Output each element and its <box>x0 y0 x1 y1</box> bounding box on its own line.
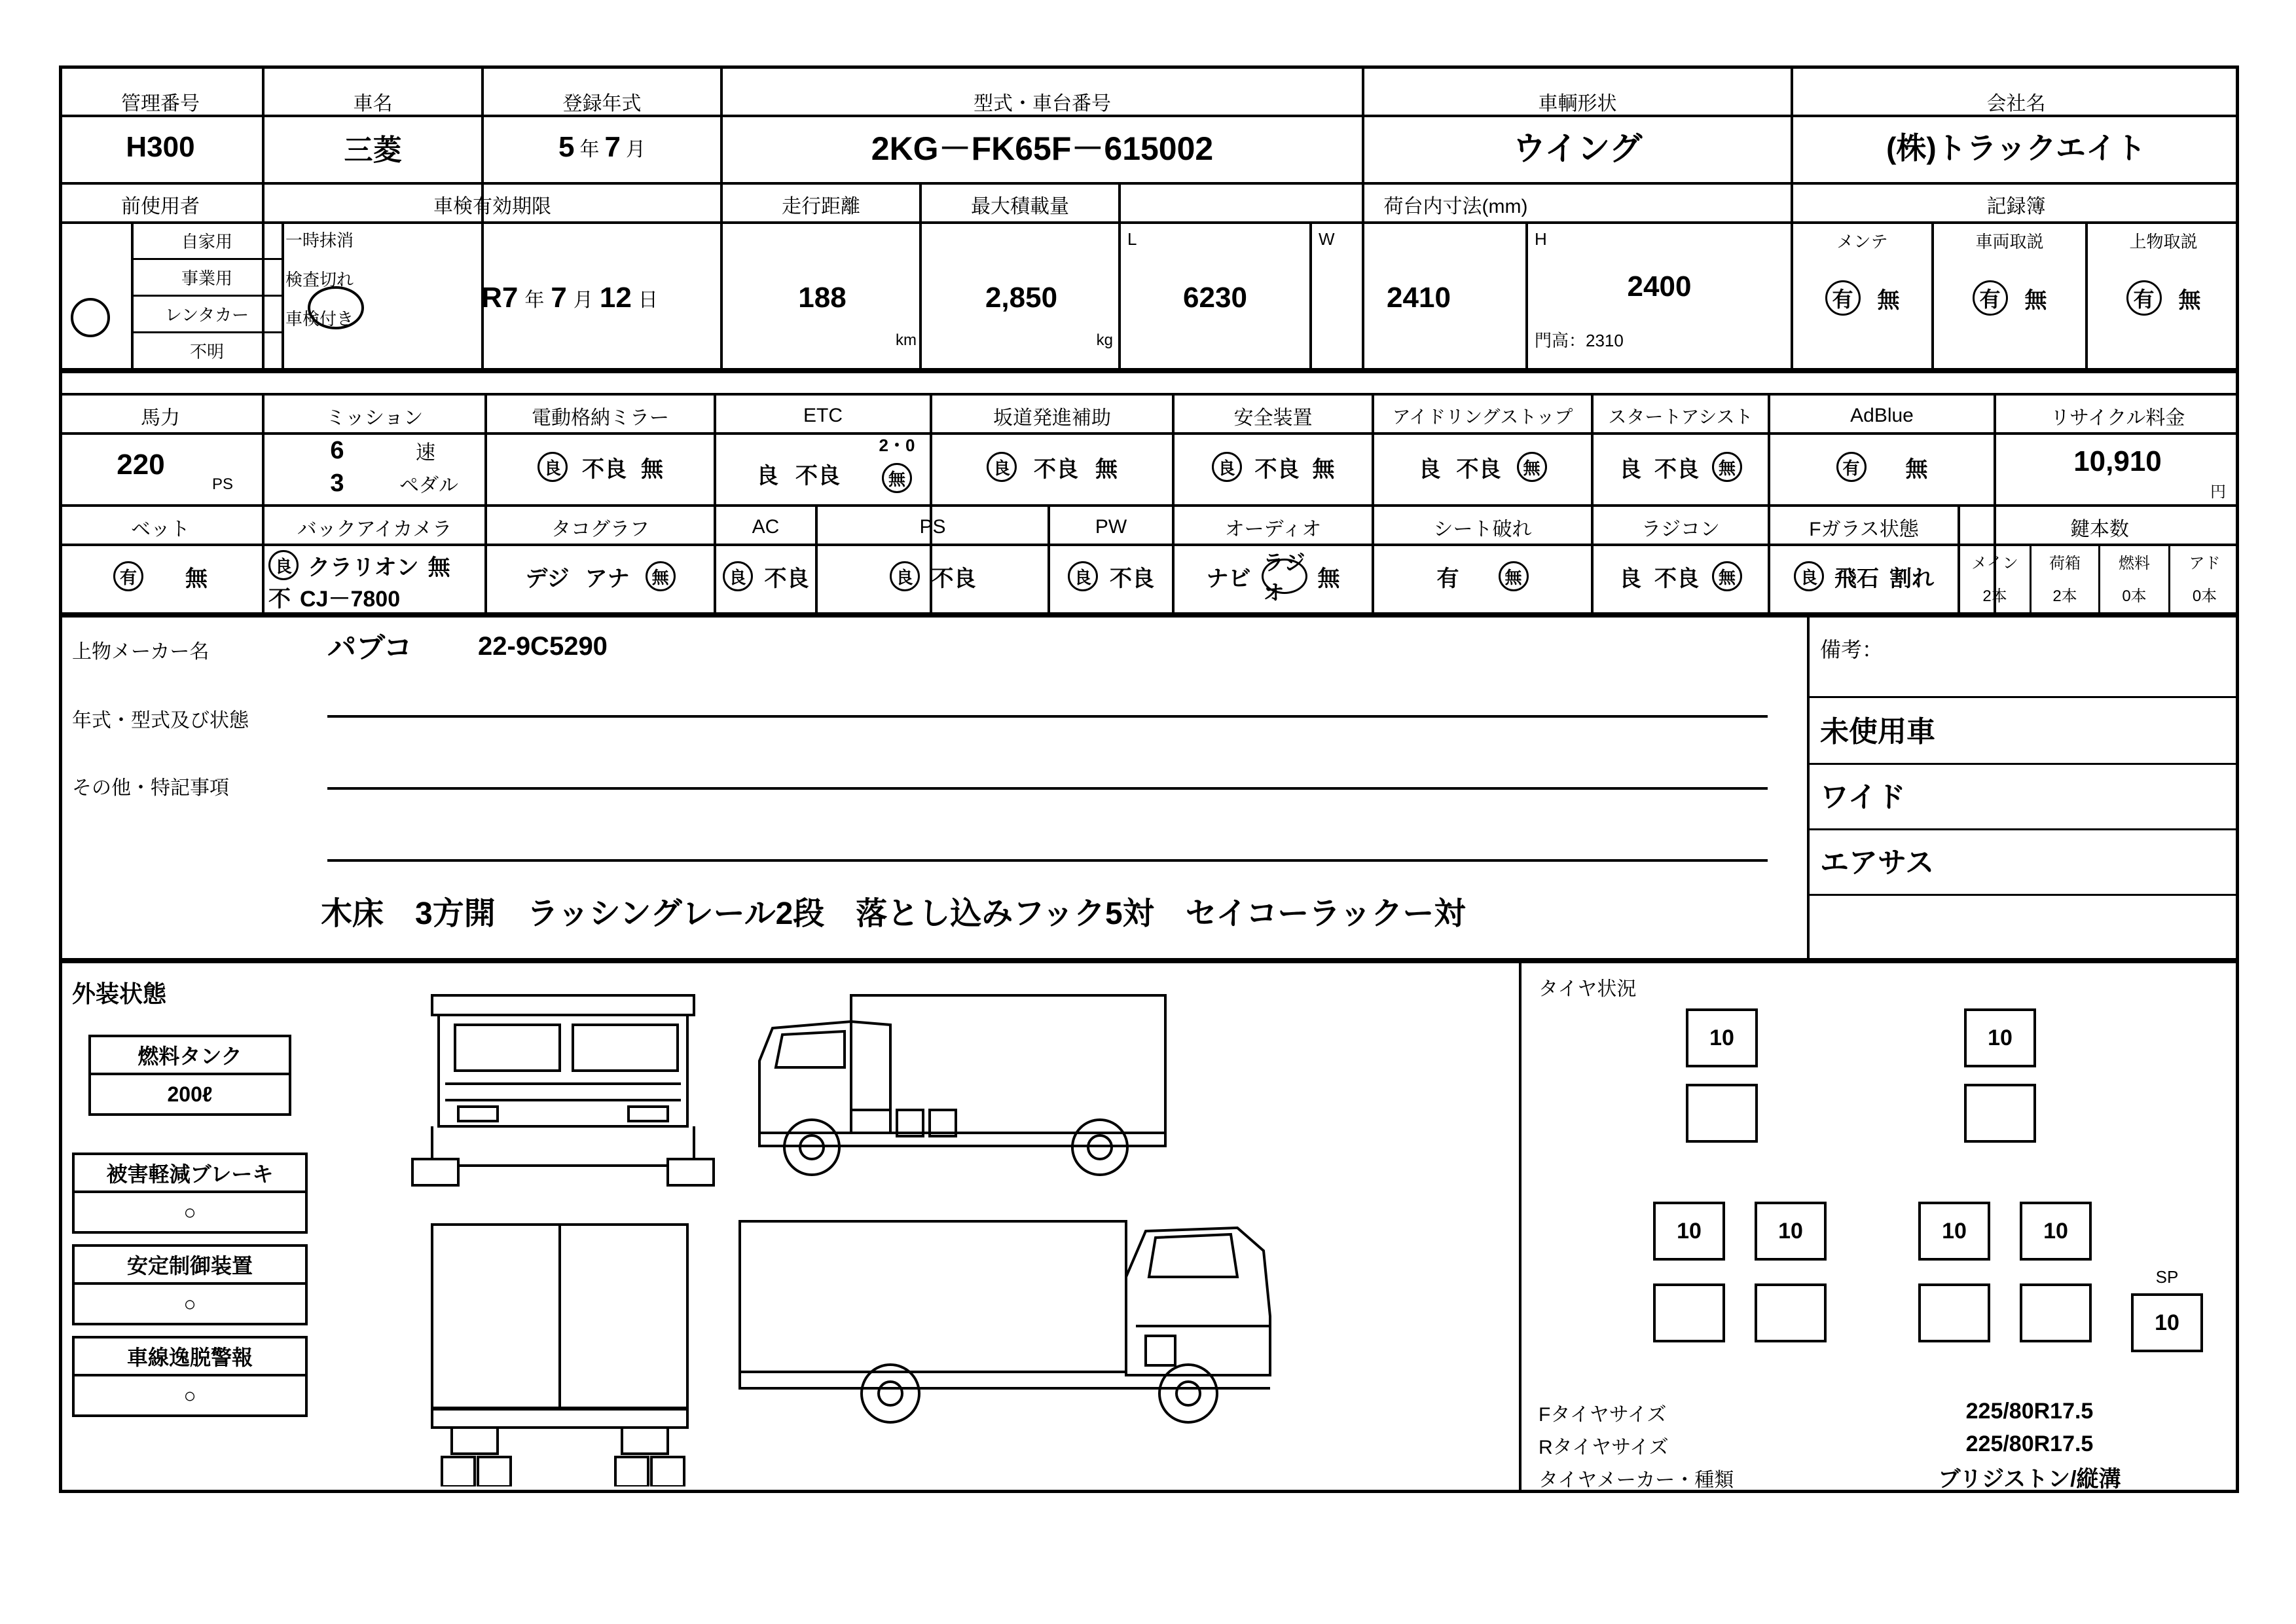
shaken-option-ichiji[interactable]: 一時抹消 <box>285 230 354 250</box>
exterior-value-lane-departure: ○ <box>72 1376 308 1417</box>
value-tire-maker: ブリジストン/縦溝 <box>1938 1466 2121 1492</box>
label-back-eye-camera: バックアイカメラ <box>297 519 452 540</box>
label-spare-tire: SP <box>2155 1266 2179 1287</box>
exterior-value-stability-control: ○ <box>72 1285 308 1325</box>
option-selected-good[interactable]: 良 <box>1212 452 1242 482</box>
label-audio: オーディオ <box>1224 519 1322 540</box>
label-horsepower: 馬力 <box>141 407 180 429</box>
value-mission-pedal: 3 <box>330 469 344 497</box>
prev-user-option-jigyoyo[interactable]: 事業用 <box>181 268 232 288</box>
option-none[interactable]: 無 <box>428 555 450 580</box>
option-bad[interactable]: 不良 <box>795 463 840 489</box>
value-gate-height: 門高：2310 <box>1535 330 1624 350</box>
prev-user-selected-marker <box>71 298 110 337</box>
option-selected-yes[interactable]: 有 <box>1973 280 2008 316</box>
etc-version-badge: 2・0 <box>879 435 915 455</box>
value-vehicle-shape: ウイング <box>1512 130 1643 167</box>
unit-horsepower: PS <box>211 475 233 493</box>
bed-height-label: H <box>1535 229 1547 249</box>
tachograph-options[interactable] <box>487 553 714 599</box>
registration-year-unit: 年 <box>579 139 600 160</box>
back-eye-camera-options-line2[interactable] <box>268 581 484 612</box>
label-tire-condition: タイヤ状況 <box>1539 978 1637 1000</box>
label-ps: PS <box>919 516 946 538</box>
divider <box>59 432 2239 435</box>
label-seat-tear: シート破れ <box>1433 519 1532 540</box>
divider <box>1519 963 1522 1493</box>
key-label-adblue: アド <box>2189 554 2221 572</box>
idling-stop-options[interactable] <box>1374 445 1591 489</box>
key-value-main: 2本 <box>1982 587 2007 605</box>
divider <box>59 393 2239 396</box>
value-mission-speed: 6 <box>330 436 344 464</box>
option-selected-good[interactable]: 良 <box>890 561 920 591</box>
remarks-item-2: ワイド <box>1820 781 1906 813</box>
option-analog[interactable]: アナ <box>585 566 630 591</box>
record-book-vehicle-manual-options[interactable] <box>1934 275 2085 321</box>
option-bad[interactable]: 不良 <box>764 566 809 591</box>
option-selected-yes[interactable]: 有 <box>2126 280 2162 316</box>
option-selected-good[interactable]: 良 <box>987 452 1017 482</box>
tire-front-right-outer[interactable]: 10 <box>1964 1008 2036 1067</box>
label-idling-stop: アイドリングストップ <box>1392 407 1573 427</box>
option-selected-yes[interactable]: 有 <box>1836 452 1867 482</box>
safety-device-options[interactable] <box>1175 445 1372 489</box>
header-kanri-no: 管理番号 <box>121 93 200 115</box>
option-bad[interactable]: 不良 <box>1654 456 1699 482</box>
divider <box>1810 894 2239 896</box>
shaken-month-unit: 月 <box>573 289 593 311</box>
key-value-fuel: 0本 <box>2122 587 2147 605</box>
option-selected-good[interactable]: 良 <box>538 452 568 482</box>
key-label-main: メイン <box>1971 554 2018 572</box>
value-max-load: 2,850 <box>985 282 1058 314</box>
record-book-label-mainte: メンテ <box>1836 231 1888 251</box>
key-label-fuel: 燃料 <box>2119 554 2150 572</box>
adblue-options[interactable] <box>1770 445 1994 489</box>
label-key-count: 鍵本数 <box>2070 519 2129 540</box>
option-no[interactable]: 無 <box>1905 456 1928 482</box>
option-selected-none[interactable]: 無 <box>882 463 912 493</box>
divider <box>919 221 922 368</box>
unit-mission-pedal: ペダル <box>399 475 458 496</box>
label-pw: PW <box>1095 516 1127 538</box>
front-glass-options[interactable] <box>1770 553 1958 599</box>
divider <box>1118 182 1121 221</box>
option-bad[interactable]: 不良 <box>1110 566 1154 591</box>
value-front-tire-size: 225/80R17.5 <box>1965 1398 2094 1424</box>
option-no[interactable]: 無 <box>185 566 208 591</box>
option-bad[interactable]: 不良 <box>582 456 627 482</box>
divider <box>1810 763 2239 765</box>
label-ac: AC <box>752 516 780 538</box>
label-body-maker: 上物メーカー名 <box>72 641 210 663</box>
divider <box>282 221 284 368</box>
exterior-label-collision-brake: 被害軽減ブレーキ <box>72 1153 308 1193</box>
tire-front-left-inner[interactable] <box>1686 1084 1758 1143</box>
option-good[interactable]: 良 <box>1619 456 1641 482</box>
option-stone-chip[interactable]: 飛石 <box>1834 566 1879 591</box>
divider-line-extra <box>327 858 1768 862</box>
bed-width-label: W <box>1319 229 1335 249</box>
prev-user-option-fumei[interactable]: 不明 <box>189 341 224 361</box>
label-recycle-fee: リサイクル料金 <box>2050 407 2185 429</box>
label-front-tire-size: Fタイヤサイズ <box>1539 1404 1667 1426</box>
shaken-option-tsuki[interactable]: 車検付き <box>285 308 354 329</box>
option-selected-yes[interactable]: 有 <box>1825 280 1861 316</box>
label-rear-tire-size: Rタイヤサイズ <box>1539 1437 1669 1458</box>
option-no[interactable]: 無 <box>2024 287 2047 313</box>
exterior-value-collision-brake: ○ <box>72 1193 308 1234</box>
registration-month: 7 <box>604 131 621 163</box>
option-good[interactable]: 良 <box>1418 456 1441 482</box>
prev-user-option-rentacar[interactable]: レンタカー <box>164 304 249 325</box>
label-adblue: AdBlue <box>1850 405 1914 426</box>
record-book-label-body-manual: 上物取説 <box>2129 231 2198 251</box>
option-no[interactable]: 無 <box>1877 287 1900 313</box>
truck-diagram-group <box>393 969 1506 1486</box>
value-rear-tire-size: 225/80R17.5 <box>1965 1431 2094 1456</box>
value-other-notes <box>334 758 1761 788</box>
value-katashiki: 2KG－FK65F－615002 <box>871 130 1214 167</box>
back-eye-camera-options-line1[interactable] <box>268 550 484 580</box>
tire-rear2-left-outer[interactable] <box>1653 1283 1725 1342</box>
audio-options[interactable] <box>1175 551 1372 604</box>
option-selected-yes[interactable]: 有 <box>113 561 143 591</box>
start-assist-options[interactable] <box>1594 445 1768 489</box>
ps-options[interactable] <box>818 553 1048 599</box>
value-recycle-fee: 10,910 <box>2073 445 2162 477</box>
back-eye-camera-maker: クラリオン <box>308 555 419 580</box>
tire-rear-left-inner[interactable]: 10 <box>1755 1202 1827 1261</box>
record-book-mainte-options[interactable] <box>1793 275 1931 321</box>
tire-front-left-outer[interactable]: 10 <box>1686 1008 1758 1067</box>
value-mileage: 188 <box>798 282 847 314</box>
option-bad[interactable]: 不良 <box>1034 456 1078 482</box>
label-safety-device: 安全装置 <box>1233 407 1313 429</box>
truck-front-view <box>412 995 714 1185</box>
option-selected-radio[interactable]: ラジオ <box>1262 559 1307 594</box>
header-shamei: 車名 <box>353 93 393 115</box>
header-bed-dimensions: 荷台内寸法(mm) <box>1383 196 1528 217</box>
tire-rear2-right-outer[interactable] <box>2020 1283 2092 1342</box>
bed-length-label: L <box>1127 229 1137 249</box>
option-cracked[interactable]: 割れ <box>1889 566 1934 591</box>
value-bed-height: 2400 <box>1627 270 1692 303</box>
shaken-year: R7 <box>481 282 519 314</box>
option-none[interactable]: 無 <box>1095 456 1118 482</box>
tire-rear-right-outer[interactable]: 10 <box>2020 1202 2092 1261</box>
unit-mileage: km <box>896 331 917 349</box>
bed-options[interactable] <box>59 553 262 599</box>
shaken-selected-marker <box>308 286 364 329</box>
value-year-model-condition <box>334 688 1761 718</box>
tire-spare[interactable]: 10 <box>2131 1293 2203 1352</box>
option-digital[interactable]: デジ <box>525 566 570 591</box>
header-vehicle-shape: 車輌形状 <box>1538 93 1617 115</box>
value-bed-length: 6230 <box>1183 282 1247 314</box>
option-none[interactable]: 無 <box>1312 456 1335 482</box>
pw-options[interactable] <box>1050 553 1172 599</box>
prev-user-option-jikayo[interactable]: 自家用 <box>181 231 232 251</box>
option-none[interactable]: 無 <box>1317 566 1340 591</box>
label-exterior-condition: 外装状態 <box>72 980 167 1007</box>
divider <box>59 612 2239 618</box>
etc-option-none-selected[interactable] <box>871 458 923 498</box>
header-prev-user: 前使用者 <box>121 196 200 217</box>
shaken-option-kensagire[interactable]: 検査切れ <box>285 269 354 289</box>
value-bed-width: 2410 <box>1387 282 1451 314</box>
divider <box>1810 828 2239 830</box>
truck-side-view-box <box>740 1221 1270 1422</box>
label-etc: ETC <box>803 405 843 426</box>
divider <box>59 504 2239 507</box>
exterior-label-fuel-tank: 燃料タンク <box>88 1035 291 1075</box>
power-mirror-options[interactable] <box>487 445 714 489</box>
value-horsepower: 220 <box>117 449 165 481</box>
value-body-maker: パブコ <box>327 632 412 664</box>
option-bad[interactable]: 不 <box>268 586 291 612</box>
back-eye-camera-model: CJ－7800 <box>300 586 401 612</box>
label-power-mirror: 電動格納ミラー <box>532 407 669 429</box>
divider <box>1810 696 2239 698</box>
exterior-label-stability-control: 安定制御装置 <box>72 1244 308 1285</box>
tire-rear-right-inner[interactable]: 10 <box>1918 1202 1990 1261</box>
unit-mission-speed: 速 <box>416 442 435 464</box>
ac-options[interactable] <box>716 553 815 599</box>
option-selected-good[interactable]: 良 <box>723 561 753 591</box>
option-bad[interactable]: 不良 <box>1456 456 1501 482</box>
registration-month-unit: 月 <box>625 139 646 160</box>
value-company: (株)トラックエイト <box>1886 130 2146 165</box>
tire-front-right-inner[interactable] <box>1964 1084 2036 1143</box>
divider <box>59 544 2239 546</box>
exterior-value-fuel-tank: 200ℓ <box>88 1075 291 1116</box>
divider <box>1807 618 1810 958</box>
option-selected-good[interactable]: 良 <box>1068 561 1098 591</box>
value-kanri-no: H300 <box>126 131 195 163</box>
shaken-month: 7 <box>551 282 567 314</box>
divider <box>59 958 2239 963</box>
shaken-day: 12 <box>599 282 632 314</box>
header-max-load: 最大積載量 <box>971 196 1069 217</box>
option-good[interactable]: 良 <box>1619 566 1641 591</box>
unit-recycle-fee: 円 <box>2210 483 2226 501</box>
header-mileage: 走行距離 <box>782 196 860 217</box>
key-value-cargo: 2本 <box>2052 587 2077 605</box>
remarks-item-1: 未使用車 <box>1820 716 1935 748</box>
value-free-text: 木床 3方開 ラッシングレール2段 落とし込みフック5対 セイコーラックー対 <box>321 896 1466 931</box>
shaken-day-unit: 日 <box>638 289 658 311</box>
label-bed: ベット <box>131 519 190 540</box>
header-record-book: 記録簿 <box>1986 196 2046 217</box>
label-radio-control: ラジコン <box>1641 519 1720 540</box>
record-book-body-manual-options[interactable] <box>2088 275 2239 321</box>
divider <box>919 182 922 221</box>
label-tire-maker: タイヤメーカー・種類 <box>1539 1469 1734 1491</box>
label-other-notes: その他・特記事項 <box>72 777 229 799</box>
unit-max-load: kg <box>1096 331 1113 349</box>
header-katashiki: 型式・車台番号 <box>974 93 1111 115</box>
option-selected-none[interactable]: 無 <box>1517 452 1547 482</box>
option-good[interactable]: 良 <box>756 463 778 489</box>
option-selected-good[interactable]: 良 <box>1794 561 1824 591</box>
option-none[interactable]: 無 <box>641 456 663 482</box>
divider <box>59 182 2239 185</box>
header-shaken-expiry: 車検有効期限 <box>433 196 551 217</box>
key-value-adblue: 0本 <box>2192 587 2217 605</box>
shaken-expiry-date <box>419 275 720 321</box>
tire-rear2-right-inner[interactable] <box>1918 1283 1990 1342</box>
tire-rear-left-outer[interactable]: 10 <box>1653 1202 1725 1261</box>
hill-start-assist-options[interactable] <box>932 445 1172 489</box>
seat-tear-options[interactable] <box>1374 553 1591 599</box>
option-selected-none[interactable]: 無 <box>1712 561 1742 591</box>
label-year-model-condition: 年式・型式及び状態 <box>72 710 249 731</box>
etc-options[interactable] <box>716 452 880 495</box>
label-mission: ミッション <box>325 407 424 429</box>
record-book-label-vehicle-manual: 車両取説 <box>1975 231 2044 251</box>
option-yes[interactable]: 有 <box>1436 566 1459 591</box>
shaken-year-unit: 年 <box>524 289 545 311</box>
label-hill-start-assist: 坂道発進補助 <box>993 407 1111 429</box>
label-tachograph: タコグラフ <box>551 519 649 540</box>
radio-control-options[interactable] <box>1594 553 1768 599</box>
value-shamei: 三菱 <box>344 134 402 166</box>
header-toroku-nenshiki: 登録年式 <box>562 93 642 115</box>
exterior-label-lane-departure: 車線逸脱警報 <box>72 1336 308 1376</box>
divider <box>59 368 2239 373</box>
option-navi[interactable]: ナビ <box>1206 566 1251 591</box>
label-start-assist: スタートアシスト <box>1608 407 1753 427</box>
option-no[interactable]: 無 <box>2178 287 2201 313</box>
option-bad[interactable]: 不良 <box>1654 566 1699 591</box>
truck-side-view-flatbed <box>759 995 1165 1175</box>
option-selected-no[interactable]: 無 <box>1499 561 1529 591</box>
registration-year: 5 <box>558 131 575 163</box>
label-front-glass: Fガラス状態 <box>1809 519 1919 540</box>
key-label-cargo: 荷箱 <box>2049 554 2081 572</box>
label-remarks: 備考： <box>1820 638 1884 661</box>
option-selected-good[interactable]: 良 <box>268 550 299 580</box>
option-bad[interactable]: 不良 <box>931 566 976 591</box>
tire-rear2-left-inner[interactable] <box>1755 1283 1827 1342</box>
value-body-maker-number: 22-9C5290 <box>478 631 608 661</box>
option-selected-none[interactable]: 無 <box>646 561 676 591</box>
truck-rear-view <box>432 1225 687 1486</box>
value-registration-date <box>484 124 720 170</box>
option-bad[interactable]: 不良 <box>1254 456 1300 482</box>
remarks-item-3: エアサス <box>1820 847 1935 879</box>
header-company: 会社名 <box>1986 93 2046 115</box>
option-selected-none[interactable]: 無 <box>1712 452 1742 482</box>
